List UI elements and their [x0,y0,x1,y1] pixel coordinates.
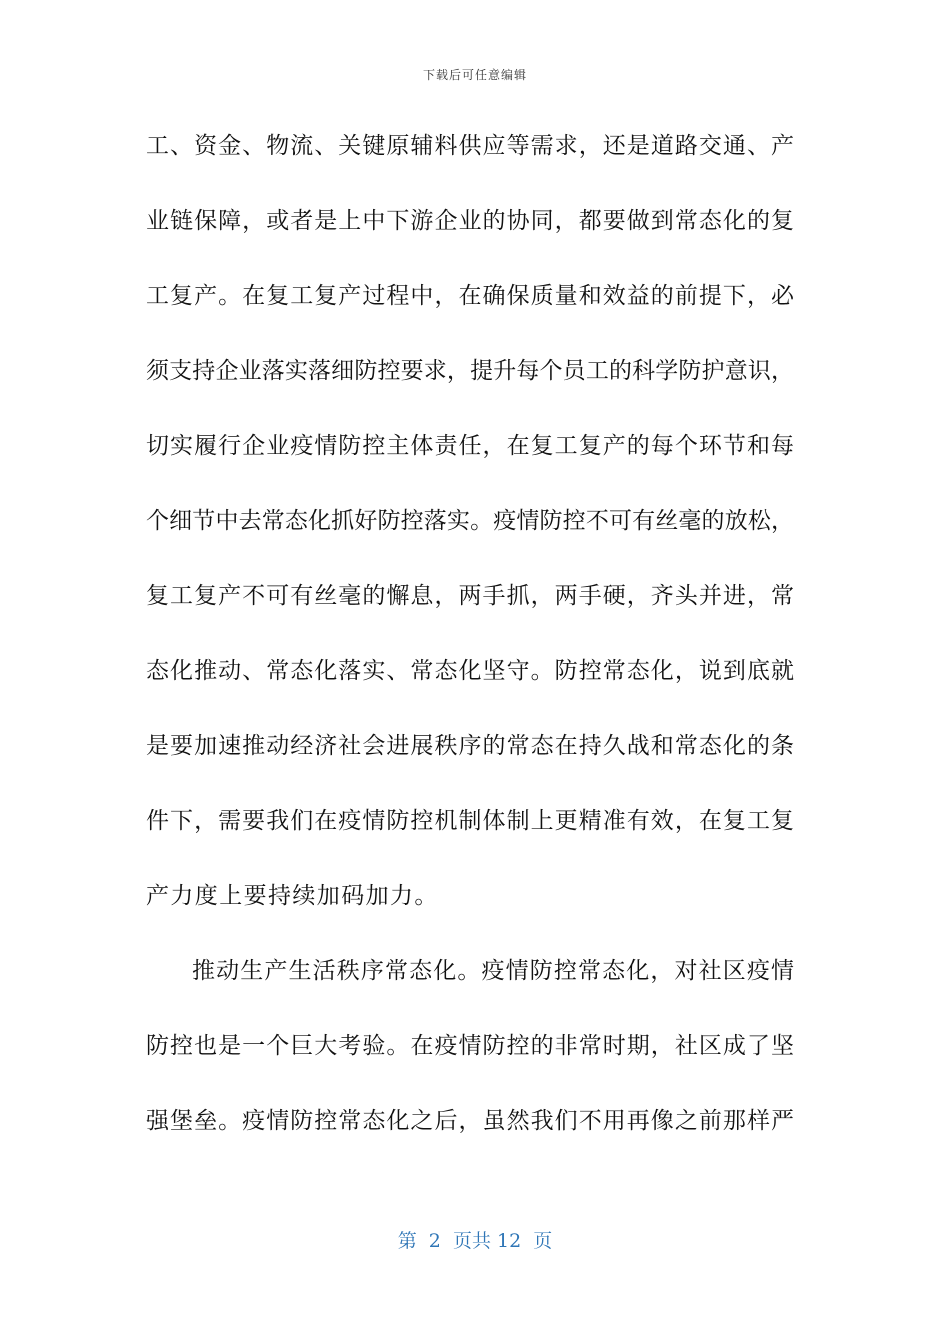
text-line: 强堡垒。疫情防控常态化之后，虽然我们不用再像之前那样严 [146,1108,794,1134]
text-line: 态化推动、常态化落实、常态化坚守。防控常态化，说到底就 [146,658,794,684]
text-line: 产力度上要持续加码加力。 [146,883,439,909]
text-line: 业链保障，或者是上中下游企业的协同，都要做到常态化的复 [146,208,794,234]
text-line: 工复产。在复工复产过程中，在确保质量和效益的前提下，必 [146,283,794,309]
text-line: 复工复产不可有丝毫的懈息，两手抓，两手硬，齐头并进，常 [146,583,794,609]
text-line: 须支持企业落实落细防控要求，提升每个员工的科学防护意识， [146,358,794,384]
text-line: 个细节中去常态化抓好防控落实。疫情防控不可有丝毫的放松， [146,508,794,534]
text-line: 是要加速推动经济社会进展秩序的常态在持久战和常态化的条 [146,733,794,759]
text-line: 工、资金、物流、关键原辅料供应等需求，还是道路交通、产 [146,133,794,159]
page-number-footer: 第 2 页共 12 页 [397,1230,553,1252]
document-body [146,128,794,1178]
text-line: 切实履行企业疫情防控主体责任，在复工复产的每个环节和每 [146,433,794,459]
paragraph-first-line: 推动生产生活秩序常态化。疫情防控常态化，对社区疫情 [192,958,794,984]
text-line: 件下，需要我们在疫情防控机制体制上更精准有效，在复工复 [146,808,794,834]
page-header: 下载后可任意编辑 [422,68,527,82]
text-line: 防控也是一个巨大考验。在疫情防控的非常时期，社区成了坚 [146,1033,794,1059]
